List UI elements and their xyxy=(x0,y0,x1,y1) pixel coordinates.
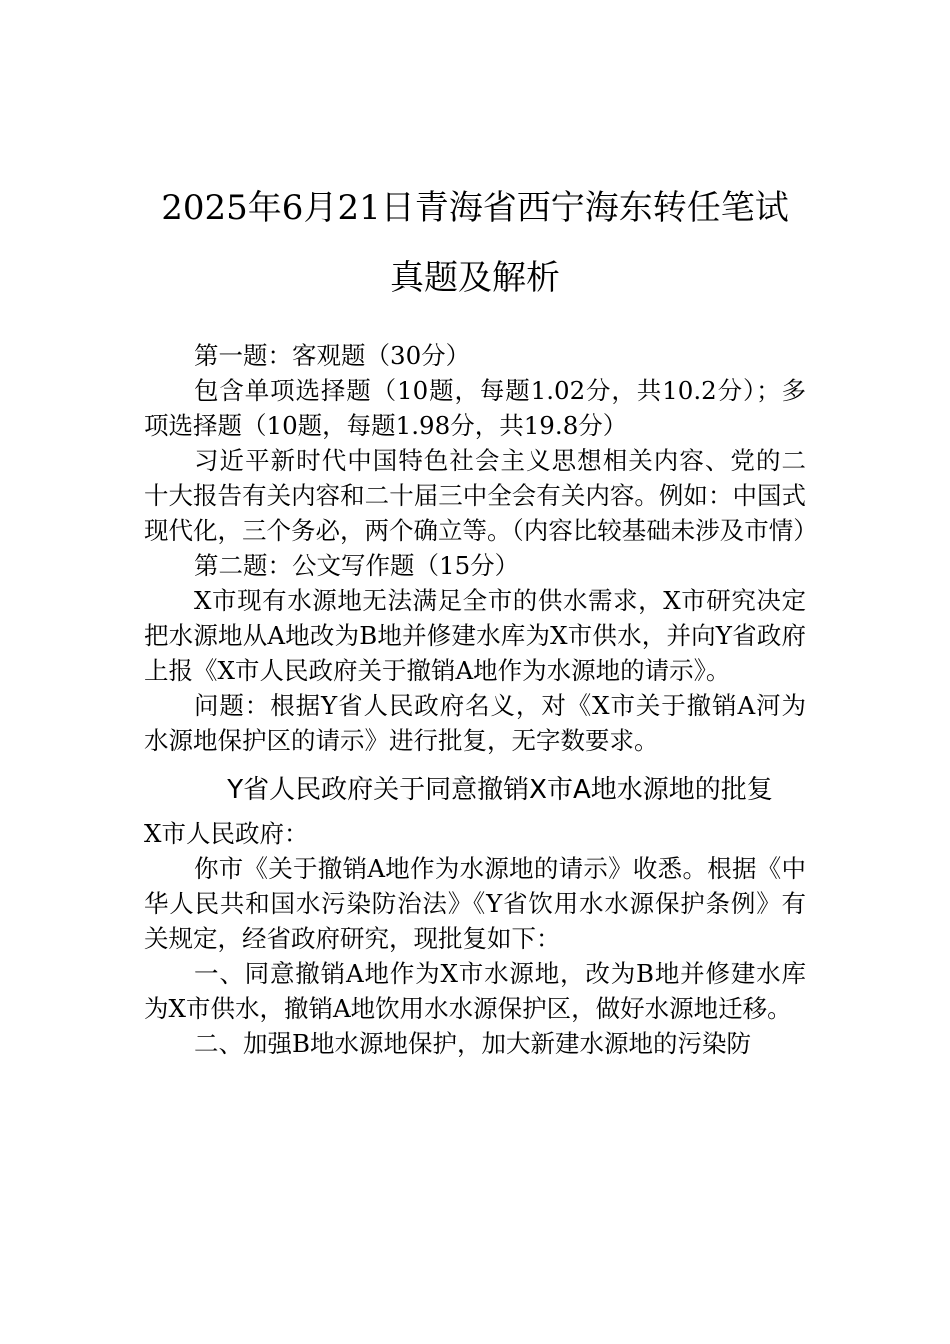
reply-paragraph: 你市《关于撤销A地作为水源地的请示》收悉。根据《中华人民共和国水污染防治法》《Y省饮用水水源保护条例》有关规定，经省政府研究，现批复如下： xyxy=(144,854,806,953)
reply-salutation: X市人民政府： xyxy=(144,819,309,848)
section-2-question: 问题：根据Y省人民政府名义，对《X市关于撤销A河为水源地保护区的请示》进行批复，无字数要求。 xyxy=(144,691,806,755)
section-1-format: 包含单项选择题（10题，每题1.02分，共10.2分）；多项选择题（10题，每题1.98分，共19.8分） xyxy=(144,376,806,440)
document-title-line-2: 真题及解析 xyxy=(390,258,560,298)
section-1-content: 习近平新时代中国特色社会主义思想相关内容、党的二十大报告有关内容和二十届三中全会有关内容。例如：中国式现代化，三个务必，两个确立等。（内容比较基础未涉及市情） xyxy=(144,446,818,545)
reply-title: Y省人民政府关于同意撤销X市A地水源地的批复 xyxy=(227,775,773,805)
reply-paragraph: 二、加强B地水源地保护，加大新建水源地的污染防 xyxy=(194,1029,752,1058)
document-body xyxy=(144,338,818,1061)
document-title-line-1: 2025年6月21日青海省西宁海东转任笔试 xyxy=(161,188,789,228)
section-2-background: X市现有水源地无法满足全市的供水需求，X市研究决定把水源地从A地改为B地并修建水库为X市供水，并向Y省政府上报《X市人民政府关于撤销A地作为水源地的请示》。 xyxy=(144,586,806,685)
section-2-heading: 第二题：公文写作题（15分） xyxy=(194,551,520,580)
section-1-heading: 第一题：客观题（30分） xyxy=(194,341,471,370)
reply-paragraph: 一、同意撤销A地作为X市水源地，改为B地并修建水库为X市供水，撤销A地饮用水水源保护区，做好水源地迁移。 xyxy=(144,959,806,1023)
